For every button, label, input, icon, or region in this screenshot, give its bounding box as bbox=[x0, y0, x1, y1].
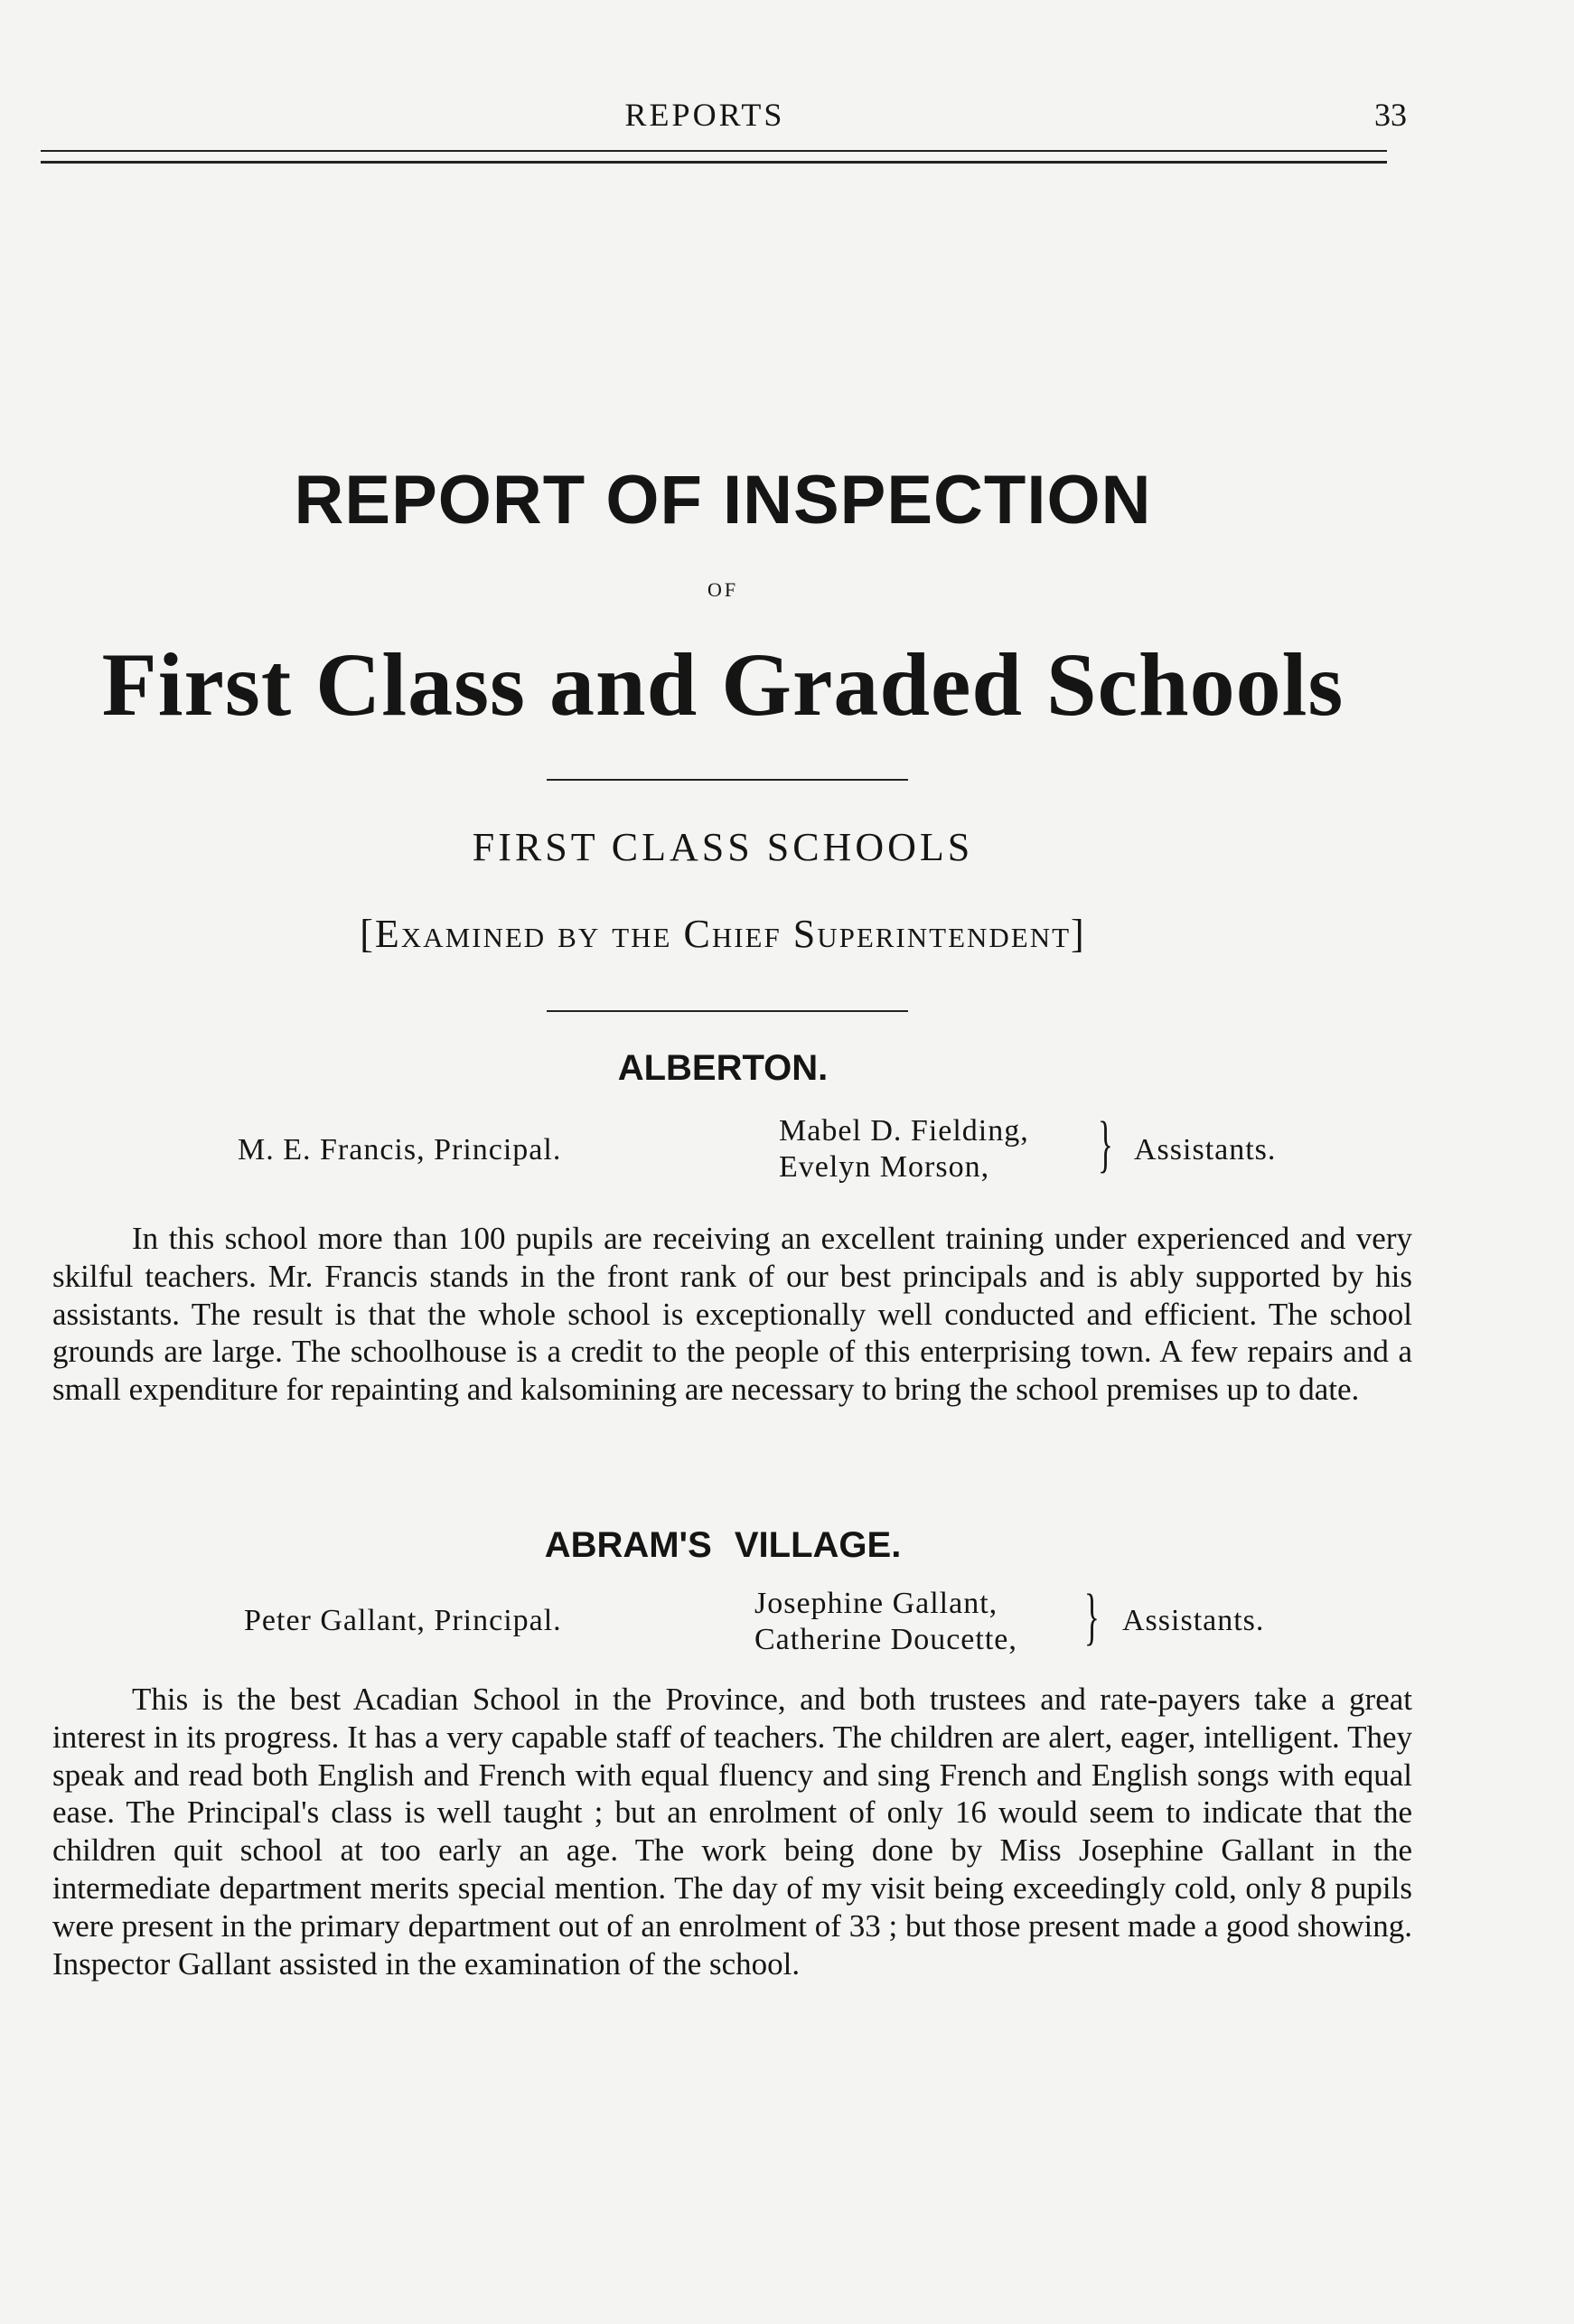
title-connector: OF bbox=[707, 578, 739, 601]
assistants-label: Assistants. bbox=[1134, 1133, 1277, 1167]
school-report-paragraph: In this school more than 100 pupils are receiving an excellent training under experienced and very skilful teachers. Mr. Francis stands in the front rank of our best principals and is ably supported by his assistants. The result is that the whole school is exceptionally well conducted and efficient. The school grounds are large. The schoolhouse is a credit to the people of this enterprising town. A few repairs and a small expenditure for repainting and kalsomining are necessary to bring the school premises up to date. bbox=[52, 1221, 1412, 1408]
assistants-label: Assistants. bbox=[1122, 1604, 1265, 1637]
school-heading-abrams-village: ABRAM'S VILLAGE. bbox=[544, 1525, 902, 1565]
page-number: 33 bbox=[1374, 97, 1407, 133]
staff-row-abrams-village bbox=[0, 1582, 1574, 1676]
staff-row-alberton bbox=[0, 1110, 1574, 1204]
running-header bbox=[0, 90, 1574, 145]
brace-glyph: } bbox=[1098, 1110, 1113, 1179]
report-title: REPORT OF INSPECTION bbox=[294, 462, 1152, 539]
school-report-paragraph: This is the best Acadian School in the Province, and both trustees and rate-payers take a great interest in its progress. It has a very capable staff of teachers. The children are alert, eager, intelligent. They speak and read both English and French with equal fluency and sing French and English songs with equal ease. The Principal's class is well taught ; but an enrolment of only 16 would seem to indicate that the children quit school at too early an age. The work being done by Miss Josephine Gallant in the intermediate department merits special mention. The day of my visit being exceedingly cold, only 8 pupils were present in the primary department out of an enrolment of 33 ; but those present made a good showing. Inspector Gallant assisted in the examination of the school. bbox=[52, 1682, 1412, 1982]
assistant-names bbox=[754, 1586, 1017, 1658]
school-heading-alberton: ALBERTON. bbox=[617, 1048, 829, 1088]
running-title: REPORTS bbox=[624, 97, 785, 133]
examiner-note: [Examined by the Chief Superintendent] bbox=[360, 912, 1086, 956]
header-rule-bottom bbox=[41, 161, 1387, 164]
brace-glyph: } bbox=[1084, 1582, 1100, 1652]
assistant-name: Josephine Gallant, bbox=[754, 1587, 998, 1620]
assistant-name: Catherine Doucette, bbox=[754, 1623, 1017, 1656]
divider-rule bbox=[547, 1010, 908, 1012]
report-subtitle: First Class and Graded Schools bbox=[101, 634, 1344, 735]
assistant-names bbox=[779, 1113, 1029, 1185]
header-rule-top bbox=[41, 150, 1387, 152]
assistant-name: Mabel D. Fielding, bbox=[779, 1114, 1029, 1148]
principal: Peter Gallant, Principal. bbox=[244, 1604, 562, 1637]
assistant-name: Evelyn Morson, bbox=[779, 1150, 990, 1184]
section-heading: FIRST CLASS SCHOOLS bbox=[472, 825, 974, 869]
principal: M. E. Francis, Principal. bbox=[238, 1133, 562, 1167]
divider-rule bbox=[547, 779, 908, 781]
